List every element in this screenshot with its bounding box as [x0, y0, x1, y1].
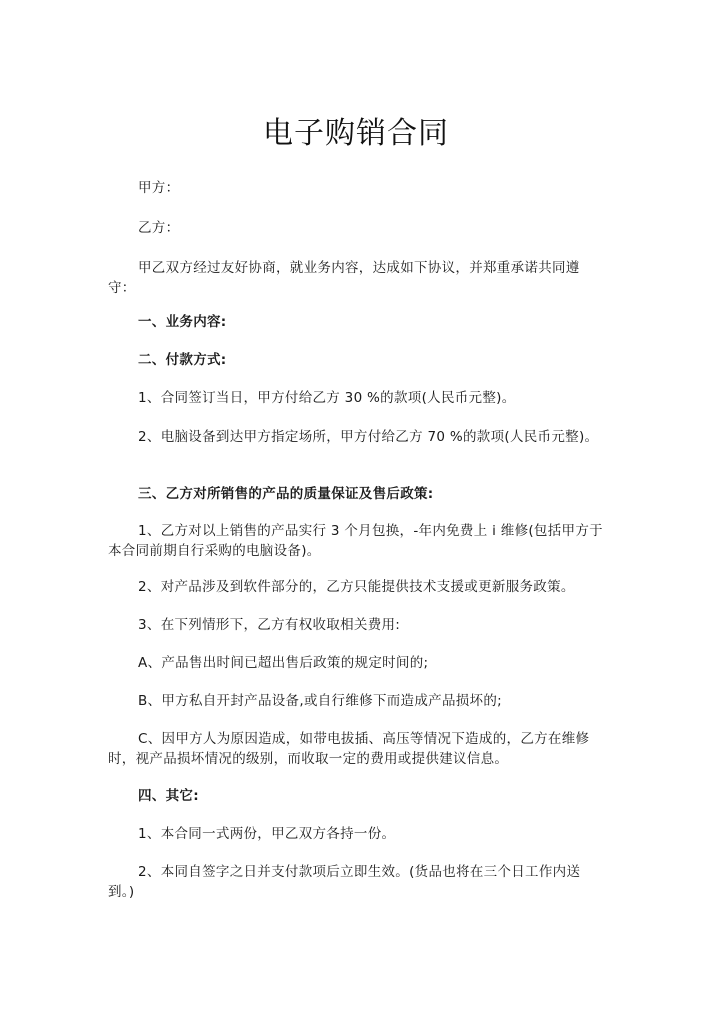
section-4-item-2: 2、本同自签字之日并支付款项后立即生效。(货品也将在三个日工作内送到。) — [108, 864, 581, 900]
section-2-item-2: 2、电脑设备到达甲方指定场所，甲方付给乙方 70 %的款项(人民币元整)。 — [138, 429, 599, 445]
section-2-heading: 二、付款方式: — [138, 352, 227, 368]
section-2-item-1: 1、合同签订当日，甲方付给乙方 30 %的款项(人民币元整)。 — [138, 390, 516, 406]
section-3-item-b: B、甲方私自开封产品设备,或自行维修下而造成产品损坏的; — [138, 693, 502, 709]
party-a-label: 甲方： — [138, 180, 180, 196]
section-3-item-2: 2、对产品涉及到软件部分的，乙方只能提供技术支援或更新服务政策。 — [138, 579, 575, 595]
section-4-item-1: 1、本合同一式两份，甲乙双方各持一份。 — [138, 826, 396, 842]
preamble: 甲乙双方经过友好协商，就业务内容，达成如下协议，并郑重承诺共同遵守： — [108, 260, 580, 296]
section-3-heading: 三、乙方对所销售的产品的质量保证及售后政策: — [138, 486, 434, 502]
section-1-heading: 一、业务内容: — [138, 314, 227, 330]
section-3-item-3: 3、在下列情形下，乙方有权收取相关费用: — [138, 617, 401, 633]
document-title: 电子购销合同 — [263, 116, 449, 151]
party-b-label: 乙方： — [138, 220, 180, 236]
section-3-item-1: 1、乙方对以上销售的产品实行 3 个月包换，-年内免费上 i 维修(包括甲方于本合同前期自行采购的电脑设备)。 — [108, 523, 603, 559]
section-3-item-c: C、因甲方人为原因造成，如带电拔插、高压等情况下造成的，乙方在维修时，视产品损坏情况的级别，而收取一定的费用或提供建议信息。 — [108, 731, 590, 767]
section-3-item-a: A、产品售出时间已超出售后政策的规定时间的; — [138, 655, 429, 671]
section-4-heading: 四、其它: — [138, 788, 199, 804]
